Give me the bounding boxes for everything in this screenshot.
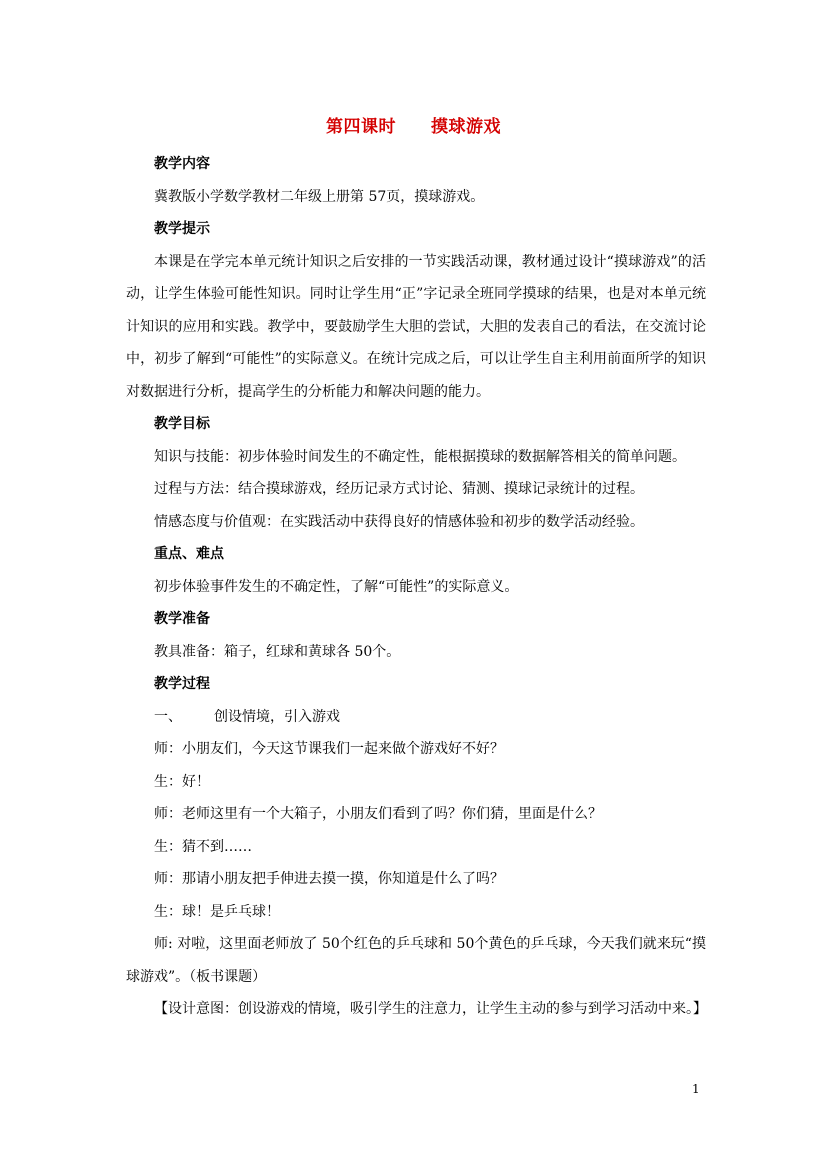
dialog-line: 师：老师这里有一个大箱子，小朋友们看到了吗？你们猜，里面是什么？ — [154, 806, 602, 822]
section-heading-key-points: 重点、难点 — [154, 546, 224, 562]
document-body — [126, 148, 706, 1026]
dialog-line: 生：好！ — [154, 773, 210, 790]
process-step-1 — [126, 701, 706, 734]
goal-process: 过程与方法：结合摸球游戏，经历记录方式讨论、猜测、摸球记录统计的过程。 — [154, 481, 644, 497]
dialog-line: 生：猜不到…… — [154, 838, 252, 855]
section-heading-process: 教学过程 — [154, 676, 210, 692]
design-intent: 【设计意图：创设游戏的情境，吸引学生的注意力，让学生主动的参与到学习活动中来。】 — [154, 1001, 707, 1017]
section-heading-content: 教学内容 — [154, 156, 210, 172]
lesson-title: 第四课时 摸球游戏 — [326, 117, 501, 137]
step-title: 创设情境，引入游戏 — [214, 708, 340, 725]
dialog-line: 生：球！是乒乓球！ — [154, 903, 280, 920]
dialog-line: 师：小朋友们，今天这节课我们一起来做个游戏好不好？ — [154, 741, 504, 757]
preparation-text: 教具准备：箱子，红球和黄球各 50个。 — [154, 643, 401, 660]
dialog-line: 师：那请小朋友把手伸进去摸一摸，你知道是什么了吗？ — [154, 871, 504, 887]
page-number: 1 — [692, 1082, 700, 1096]
teacher-final-line: 师: 对啦，这里面老师放了 50个红色的乒乓球和 50个黄色的乒乓球，今天我们就来玩“摸球游戏”。（板书课题） — [126, 936, 706, 985]
goal-knowledge: 知识与技能：初步体验时间发生的不确定性，能根据摸球的数据解答相关的简单问题。 — [154, 448, 686, 465]
hint-paragraph: 本课是在学完本单元统计知识之后安排的一节实践活动课，教材通过设计“摸球游戏”的活动，让学生体验可能性知识。同时让学生用“正”字记录全班同学摸球的结果，也是对本单元统计知识的应用和实践。教学中，要鼓励学生大胆的尝试，大胆的发表自己的看法，在交流讨论中，初步了解到“可能性”的实际意义。在统计完成之后，可以让学生自主利用前面所学的知识对数据进行分析，提高学生的分析能力和解决问题的能力。 — [126, 253, 706, 400]
content-text: 冀教版小学数学教材二年级上册第 57页，摸球游戏。 — [154, 188, 485, 205]
goal-attitude: 情感态度与价值观：在实践活动中获得良好的情感体验和初步的数学活动经验。 — [154, 513, 644, 530]
section-heading-hint: 教学提示 — [154, 221, 210, 237]
section-heading-preparation: 教学准备 — [154, 611, 210, 627]
section-heading-goals: 教学目标 — [154, 416, 210, 432]
key-points-text: 初步体验事件发生的不确定性，了解“可能性”的实际意义。 — [154, 578, 519, 595]
step-number: 一、 — [154, 708, 182, 725]
